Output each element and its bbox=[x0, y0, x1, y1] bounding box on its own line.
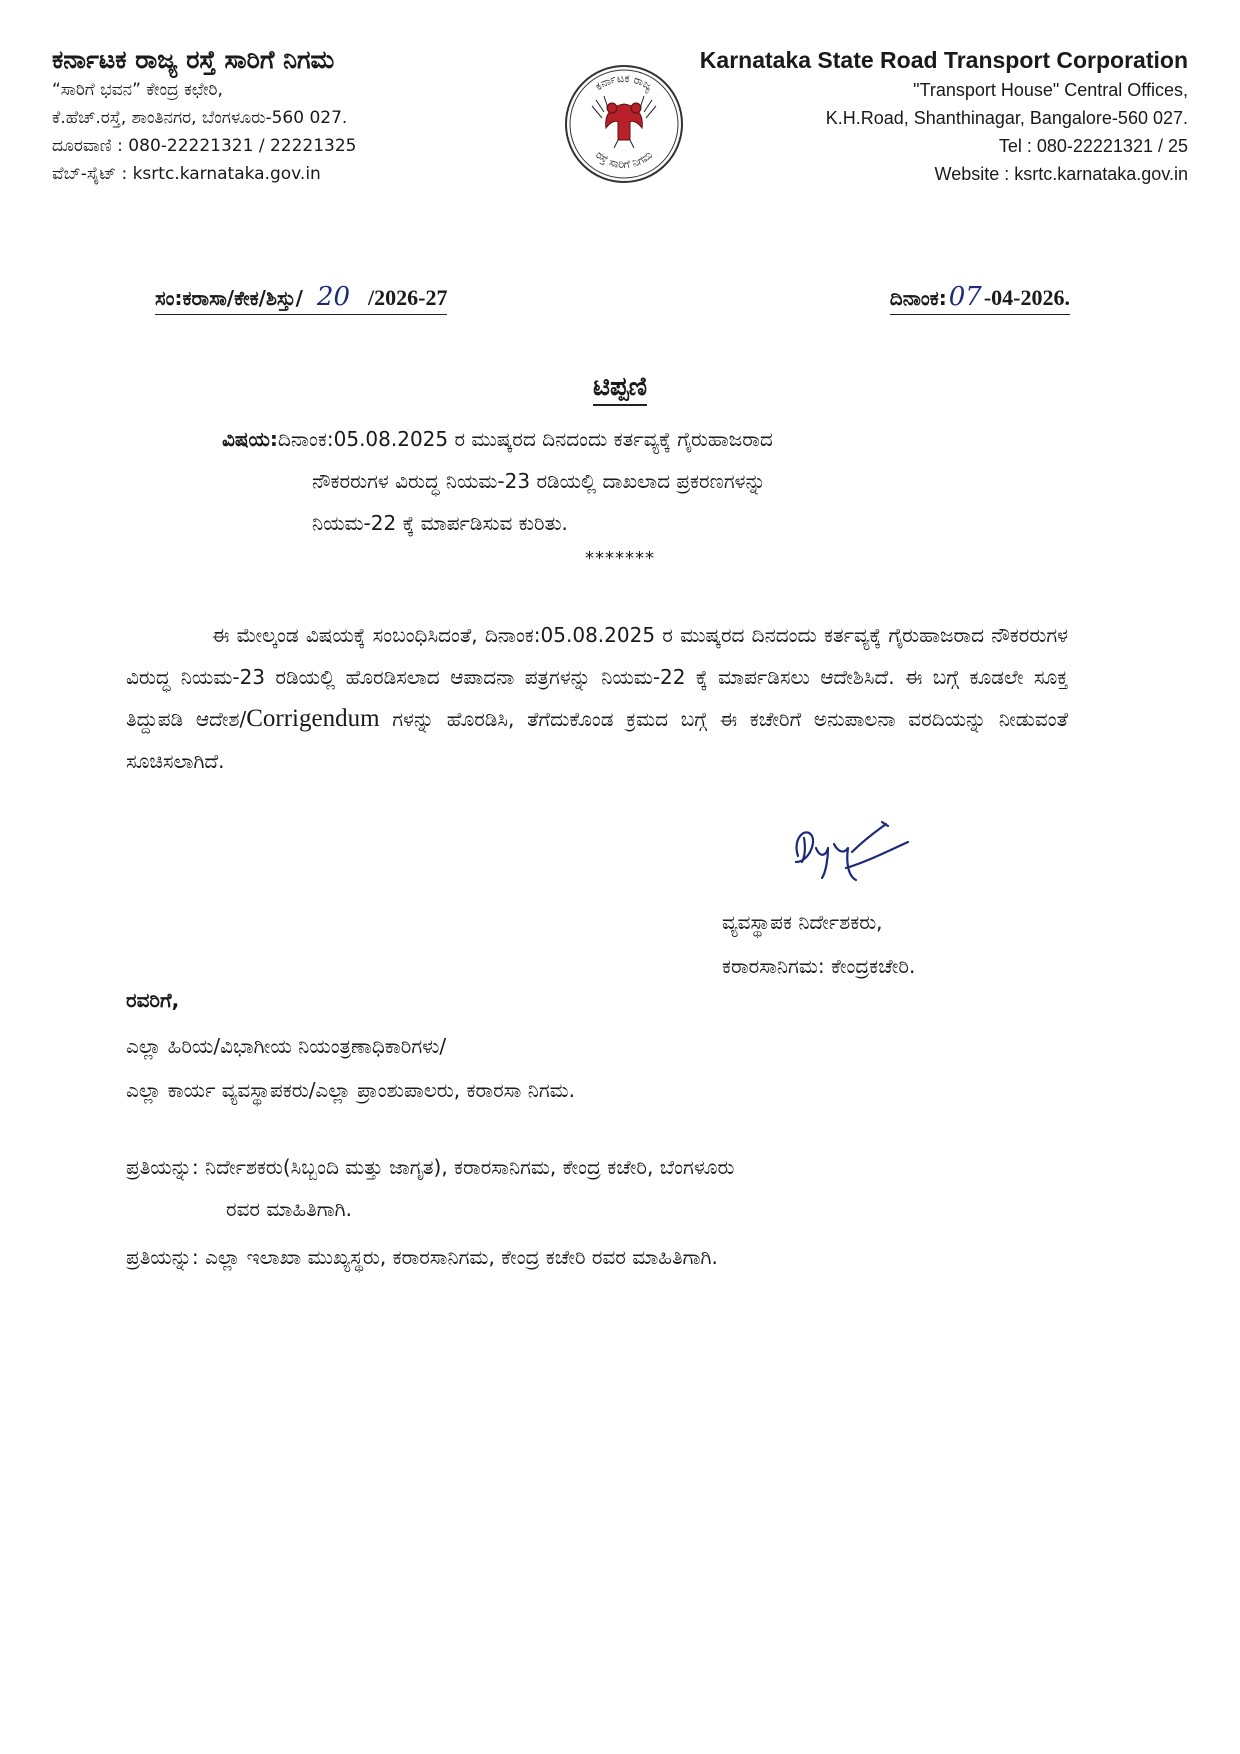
subject-line-2: ನೌಕರರುಗಳ ವಿರುದ್ಧ ನಿಯಮ-23 ರಡಿಯಲ್ಲಿ ದಾಖಲಾದ ಪ್ರಕರಣಗಳನ್ನು bbox=[312, 469, 766, 493]
reference-handwritten-number: 20 bbox=[316, 282, 351, 312]
copy-1-line-1: ಪ್ರತಿಯನ್ನು: ನಿರ್ದೇಶಕರು(ಸಿಬ್ಬಂದಿ ಮತ್ತು ಜಾಗೃತ), ಕರಾರಸಾನಿಗಮ, ಕೇಂದ್ರ ಕಚೇರಿ, ಬೆಂಗಳೂರು bbox=[126, 1155, 735, 1179]
body-english-word: Corrigendum bbox=[246, 705, 380, 732]
phone-english: Tel : 080-22221321 / 25 bbox=[998, 136, 1188, 156]
document-date bbox=[890, 282, 1070, 315]
body-part-1: ಈ ಮೇಲ್ಕಂಡ ವಿಷಯಕ್ಕೆ ಸಂಬಂಧಿಸಿದಂತೆ, ದಿನಾಂಕ:05.08.2025 ರ ಮುಷ್ಕರದ ದಿನದಂದು ಕರ್ತವ್ಯಕ್ಕೆ ಗೈರುಹಾಜರಾದ ನೌಕರರುಗಳ ವಿರುದ್ಧ ನಿಯಮ-23 ರಡಿಯಲ್ಲಿ ಹೊರಡಿಸಲಾದ ಆಪಾದನಾ ಪತ್ರಗಳನ್ನು ನಿಯಮ-22 ಕ್ಕೆ ಮಾರ್ಪಡಿಸಲು ಆದೇಶಿಸಿದೆ. ಈ ಬಗ್ಗೆ ಕೂಡಲೇ ಸೂಕ್ತ ತಿದ್ದುಪಡಿ ಆದೇಶ/ bbox=[126, 623, 1068, 731]
recipients-line-1: ಎಲ್ಲಾ ಹಿರಿಯ/ವಿಭಾಗೀಯ ನಿಯಂತ್ರಣಾಧಿಕಾರಿಗಳು/ bbox=[126, 1034, 447, 1058]
svg-text:ರಸ್ತೆ ಸಾರಿಗೆ ನಿಗಮ bbox=[593, 148, 655, 171]
date-rest: -04-2026. bbox=[983, 285, 1070, 310]
copy-2-line-1: ಪ್ರತಿಯನ್ನು: ಎಲ್ಲಾ ಇಲಾಖಾ ಮುಖ್ಯಸ್ಥರು, ಕರಾರಸಾನಿಗಮ, ಕೇಂದ್ರ ಕಚೇರಿ ರವರ ಮಾಹಿತಿಗಾಗಿ. bbox=[126, 1245, 718, 1269]
subject-line-1: ದಿನಾಂಕ:05.08.2025 ರ ಮುಷ್ಕರದ ದಿನದಂದು ಕರ್ತವ್ಯಕ್ಕೆ ಗೈರುಹಾಜರಾದ bbox=[277, 427, 773, 451]
subject-line-3: ನಿಯಮ-22 ಕ್ಕೆ ಮಾರ್ಪಡಿಸುವ ಕುರಿತು. bbox=[312, 511, 568, 535]
separator: ******* bbox=[585, 548, 655, 569]
signatory-office: ಕರಾರಸಾನಿಗಮ: ಕೇಂದ್ರಕಚೇರಿ. bbox=[722, 954, 916, 978]
phone-kannada: ದೂರವಾಣಿ : 080-22221321 / 22221325 bbox=[52, 136, 357, 156]
svg-text:ಕರ್ನಾಟಕ ರಾಜ್ಯ bbox=[593, 72, 655, 94]
reference-prefix: ಸಂ:ಕರಾಸಾ/ಕೇಕ/ಶಿಸ್ತು/ bbox=[155, 286, 303, 310]
website-english: Website : ksrtc.karnataka.gov.in bbox=[934, 164, 1188, 184]
org-name-kannada: ಕರ್ನಾಟಕ ರಾಜ್ಯ ರಸ್ತೆ ಸಾರಿಗೆ ನಿಗಮ bbox=[52, 45, 335, 74]
seal-bottom-text: ರಸ್ತೆ ಸಾರಿಗೆ ನಿಗಮ bbox=[593, 148, 656, 172]
letterhead-english bbox=[668, 44, 1188, 188]
copy-to-1 bbox=[126, 1146, 734, 1230]
building-english: "Transport House" Central Offices, bbox=[913, 80, 1188, 100]
date-handwritten-day: 07 bbox=[948, 282, 982, 312]
page-title: ಟಿಪ್ಪಣಿ bbox=[0, 372, 1240, 403]
subject-block bbox=[222, 418, 1082, 544]
letterhead-kannada bbox=[52, 44, 512, 188]
copy-to-2 bbox=[126, 1236, 718, 1278]
website-kannada: ವೆಬ್-ಸೈಟ್ : ksrtc.karnataka.gov.in bbox=[52, 164, 321, 184]
address-english: K.H.Road, Shanthinagar, Bangalore-560 027. bbox=[825, 108, 1188, 128]
subject-label: ವಿಷಯ: bbox=[222, 427, 278, 451]
copy-1-line-2: ರವರ ಮಾಹಿತಿಗಾಗಿ. bbox=[226, 1197, 352, 1221]
body-part-2: ಗಳನ್ನು ಹೊರಡಿಸಿ, ತೆಗೆದುಕೊಂಡ ಕ್ರಮದ ಬಗ್ಗೆ ಈ ಕಚೇರಿಗೆ ಅನುಪಾಲನಾ ವರದಿಯನ್ನು ನೀಡುವಂತೆ ಸೂಚಿಸಲಾಗಿದೆ. bbox=[126, 707, 1068, 773]
recipients-label: ರವರಿಗೆ, bbox=[126, 988, 180, 1012]
seal-top-text: ಕರ್ನಾಟಕ ರಾಜ್ಯ bbox=[592, 71, 655, 94]
reference-year: /2026-27 bbox=[368, 285, 448, 310]
signatory-designation: ವ್ಯವಸ್ಥಾಪಕ ನಿರ್ದೇಶಕರು, bbox=[722, 910, 883, 934]
signature-icon bbox=[786, 818, 916, 898]
building-kannada: “ಸಾರಿಗೆ ಭವನ” ಕೇಂದ್ರ ಕಛೇರಿ, bbox=[52, 80, 223, 100]
reference-number bbox=[155, 282, 447, 315]
date-label: ದಿನಾಂಕ: bbox=[889, 286, 947, 310]
org-name-english: Karnataka State Road Transport Corporation bbox=[699, 47, 1188, 73]
body-paragraph bbox=[126, 614, 1068, 782]
address-kannada: ಕೆ.ಹೆಚ್.ರಸ್ತೆ, ಶಾಂತಿನಗರ, ಬೆಂಗಳೂರು-560 027. bbox=[52, 108, 348, 128]
recipients-line-2: ಎಲ್ಲಾ ಕಾರ್ಯ ವ್ಯವಸ್ಥಾಪಕರು/ಎಲ್ಲಾ ಪ್ರಾಂಶುಪಾಲರು, ಕರಾರಸಾ ನಿಗಮ. bbox=[126, 1078, 576, 1102]
signatory-block bbox=[722, 900, 915, 988]
